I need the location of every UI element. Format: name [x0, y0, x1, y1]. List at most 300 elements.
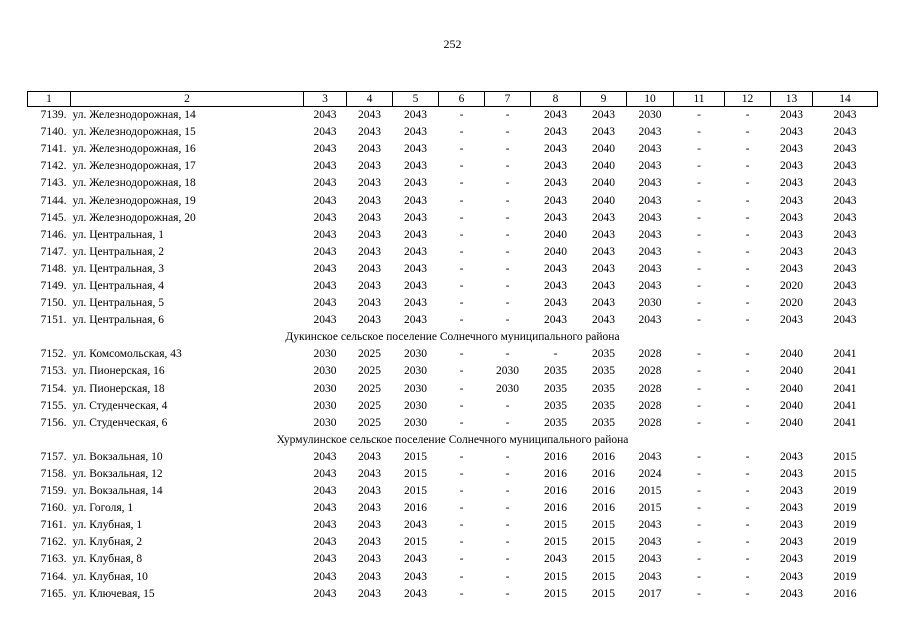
year-cell: 2043 — [404, 279, 427, 292]
year-cell: 2043 — [544, 262, 567, 275]
year-cell: 2043 — [833, 279, 857, 292]
year-cell: 2015 — [404, 536, 427, 549]
year-cell: 2035 — [544, 416, 567, 429]
year-cell: - — [459, 536, 464, 549]
year-cell: 2035 — [592, 416, 615, 429]
year-cell: 2041 — [833, 382, 857, 395]
year-cell: 2030 — [313, 348, 337, 361]
address-cell: ул. Центральная, 2 — [72, 245, 164, 258]
year-cell: - — [697, 399, 701, 412]
year-cell: 2043 — [780, 228, 803, 241]
year-cell: - — [745, 536, 750, 549]
year-cell: - — [745, 553, 750, 566]
year-cell: 2043 — [404, 126, 427, 139]
year-cell: - — [745, 570, 750, 583]
column-header: 3 — [304, 92, 347, 107]
year-cell: 2043 — [404, 314, 427, 327]
year-cell: 2035 — [544, 365, 567, 378]
year-cell: 2043 — [544, 297, 567, 310]
year-cell: - — [697, 297, 701, 310]
year-cell: 2043 — [358, 519, 381, 532]
year-cell: 2043 — [780, 553, 803, 566]
address-cell: ул. Центральная, 5 — [72, 297, 164, 310]
year-cell: 2043 — [638, 570, 662, 583]
year-cell: - — [459, 485, 464, 498]
section-heading-row — [28, 432, 878, 449]
year-cell: - — [459, 519, 464, 532]
year-cell: 2043 — [833, 109, 857, 122]
year-cell: 2030 — [313, 416, 337, 429]
year-cell: - — [459, 416, 464, 429]
year-cell: 2028 — [638, 416, 662, 429]
year-cell: 2040 — [592, 194, 615, 207]
year-cell: 2043 — [358, 262, 381, 275]
address-cell: ул. Студенческая, 6 — [72, 416, 168, 429]
year-cell: 2043 — [358, 160, 381, 173]
year-cell: - — [505, 399, 510, 412]
address-cell: ул. Железнодорожная, 15 — [72, 126, 196, 139]
row-number: 7153. — [40, 365, 67, 378]
year-cell: - — [459, 297, 464, 310]
year-cell: 2043 — [780, 177, 803, 190]
year-cell: 2016 — [544, 450, 567, 463]
year-cell: 2025 — [358, 348, 381, 361]
year-cell: - — [459, 126, 464, 139]
year-cell: 2016 — [592, 468, 615, 481]
year-cell: 2043 — [544, 314, 567, 327]
year-cell: - — [459, 228, 464, 241]
address-cell: ул. Вокзальная, 10 — [72, 450, 163, 463]
row-number: 7158. — [40, 468, 67, 481]
year-cell: 2019 — [833, 485, 857, 498]
address-cell: ул. Центральная, 4 — [72, 279, 164, 292]
section-heading: Дукинское сельское поселение Солнечного муниципального района — [285, 331, 620, 344]
column-header: 2 — [71, 92, 304, 107]
year-cell: 2043 — [592, 126, 615, 139]
year-cell: 2043 — [313, 570, 337, 583]
year-cell: - — [505, 416, 510, 429]
year-cell: - — [745, 143, 750, 156]
year-cell: 2043 — [358, 536, 381, 549]
column-header: 14 — [813, 92, 878, 107]
row-number: 7151. — [40, 314, 67, 327]
year-cell: 2030 — [313, 399, 337, 412]
address-cell: ул. Клубная, 8 — [72, 553, 143, 566]
year-cell: 2043 — [638, 228, 662, 241]
year-cell: 2040 — [780, 399, 803, 412]
year-cell: 2043 — [313, 126, 337, 139]
row-number: 7150. — [40, 297, 67, 310]
year-cell: 2015 — [404, 450, 427, 463]
year-cell: - — [745, 245, 750, 258]
year-cell: - — [459, 211, 464, 224]
row-number: 7157. — [40, 450, 67, 463]
column-header: 11 — [674, 92, 725, 107]
column-header: 6 — [439, 92, 485, 107]
table-row — [28, 415, 878, 432]
year-cell: 2015 — [404, 485, 427, 498]
table-body — [28, 107, 878, 603]
housing-table — [27, 91, 878, 603]
year-cell: - — [459, 279, 464, 292]
address-cell: ул. Клубная, 2 — [72, 536, 143, 549]
year-cell: - — [459, 348, 464, 361]
year-cell: - — [459, 143, 464, 156]
table-row — [28, 158, 878, 175]
year-cell: 2017 — [638, 587, 662, 600]
year-cell: 2043 — [592, 297, 615, 310]
year-cell: - — [745, 485, 750, 498]
table-row — [28, 227, 878, 244]
year-cell: 2028 — [638, 348, 662, 361]
row-number: 7154. — [40, 382, 67, 395]
year-cell: 2043 — [780, 211, 803, 224]
year-cell: - — [697, 348, 701, 361]
year-cell: 2028 — [638, 382, 662, 395]
year-cell: 2016 — [592, 450, 615, 463]
address-cell: ул. Пионерская, 18 — [72, 382, 165, 395]
year-cell: - — [505, 228, 510, 241]
year-cell: 2043 — [404, 228, 427, 241]
year-cell: 2015 — [544, 536, 567, 549]
table-row — [28, 278, 878, 295]
year-cell: 2030 — [638, 109, 662, 122]
year-cell: 2015 — [638, 485, 662, 498]
year-cell: 2040 — [780, 365, 803, 378]
year-cell: - — [505, 109, 510, 122]
year-cell: 2043 — [313, 245, 337, 258]
year-cell: 2015 — [592, 519, 615, 532]
year-cell: - — [459, 502, 464, 515]
year-cell: - — [745, 211, 750, 224]
row-number: 7146. — [40, 228, 67, 241]
row-number: 7156. — [40, 416, 67, 429]
year-cell: - — [505, 450, 510, 463]
table-row — [28, 483, 878, 500]
year-cell: 2024 — [638, 468, 662, 481]
year-cell: 2043 — [780, 143, 803, 156]
year-cell: - — [505, 194, 510, 207]
year-cell: 2043 — [313, 519, 337, 532]
year-cell: 2043 — [544, 143, 567, 156]
year-cell: - — [745, 160, 750, 173]
year-cell: - — [459, 365, 464, 378]
row-number: 7149. — [40, 279, 67, 292]
year-cell: 2043 — [833, 126, 857, 139]
table-row — [28, 449, 878, 466]
year-cell: 2043 — [404, 297, 427, 310]
year-cell: 2043 — [313, 485, 337, 498]
year-cell: 2043 — [544, 109, 567, 122]
year-cell: - — [459, 587, 464, 600]
year-cell: 2016 — [404, 502, 427, 515]
year-cell: 2015 — [592, 587, 615, 600]
year-cell: 2043 — [638, 194, 662, 207]
table-row — [28, 534, 878, 551]
year-cell: 2015 — [638, 502, 662, 515]
year-cell: 2035 — [592, 348, 615, 361]
year-cell: - — [459, 245, 464, 258]
year-cell: - — [505, 262, 510, 275]
year-cell: - — [745, 416, 750, 429]
column-header: 1 — [28, 92, 71, 107]
year-cell: 2043 — [592, 314, 615, 327]
year-cell: - — [505, 314, 510, 327]
table-row — [28, 141, 878, 158]
year-cell: 2043 — [780, 570, 803, 583]
year-cell: 2030 — [313, 382, 337, 395]
year-cell: 2019 — [833, 570, 857, 583]
year-cell: 2043 — [780, 519, 803, 532]
year-cell: - — [505, 519, 510, 532]
address-cell: ул. Пионерская, 16 — [72, 365, 165, 378]
header-row — [28, 92, 878, 107]
year-cell: - — [505, 177, 510, 190]
year-cell: 2025 — [358, 365, 381, 378]
year-cell: 2043 — [544, 553, 567, 566]
year-cell: - — [697, 382, 701, 395]
year-cell: 2043 — [780, 485, 803, 498]
year-cell: 2043 — [638, 536, 662, 549]
year-cell: - — [505, 143, 510, 156]
year-cell: 2043 — [313, 160, 337, 173]
year-cell: 2040 — [592, 160, 615, 173]
year-cell: 2043 — [358, 245, 381, 258]
address-cell: ул. Центральная, 1 — [72, 228, 164, 241]
row-number: 7144. — [40, 194, 67, 207]
year-cell: 2020 — [780, 279, 803, 292]
year-cell: 2043 — [833, 177, 857, 190]
year-cell: 2043 — [358, 194, 381, 207]
row-number: 7152. — [40, 348, 67, 361]
year-cell: 2043 — [638, 160, 662, 173]
column-header: 7 — [485, 92, 531, 107]
year-cell: - — [745, 348, 750, 361]
year-cell: 2043 — [358, 553, 381, 566]
year-cell: - — [505, 160, 510, 173]
year-cell: 2043 — [404, 194, 427, 207]
year-cell: 2040 — [544, 245, 567, 258]
year-cell: - — [697, 502, 701, 515]
row-number: 7164. — [40, 570, 67, 583]
year-cell: 2043 — [313, 468, 337, 481]
year-cell: 2043 — [313, 450, 337, 463]
year-cell: 2040 — [780, 416, 803, 429]
year-cell: - — [697, 126, 701, 139]
row-number: 7160. — [40, 502, 67, 515]
year-cell: - — [745, 228, 750, 241]
row-number: 7142. — [40, 160, 67, 173]
address-cell: ул. Центральная, 3 — [72, 262, 164, 275]
year-cell: 2043 — [780, 262, 803, 275]
address-cell: ул. Железнодорожная, 17 — [72, 160, 196, 173]
year-cell: - — [745, 365, 750, 378]
year-cell: - — [459, 194, 464, 207]
year-cell: 2035 — [592, 399, 615, 412]
year-cell: - — [745, 468, 750, 481]
year-cell: 2040 — [592, 177, 615, 190]
year-cell: - — [459, 160, 464, 173]
year-cell: - — [459, 570, 464, 583]
year-cell: 2015 — [544, 519, 567, 532]
year-cell: - — [745, 587, 750, 600]
table-row — [28, 398, 878, 415]
address-cell: ул. Железнодорожная, 19 — [72, 194, 196, 207]
year-cell: - — [745, 382, 750, 395]
year-cell: 2043 — [780, 314, 803, 327]
year-cell: 2043 — [833, 228, 857, 241]
year-cell: - — [697, 279, 701, 292]
year-cell: - — [697, 109, 701, 122]
year-cell: - — [745, 314, 750, 327]
year-cell: 2043 — [313, 211, 337, 224]
year-cell: 2043 — [358, 468, 381, 481]
year-cell: 2043 — [833, 211, 857, 224]
year-cell: 2043 — [313, 228, 337, 241]
year-cell: 2043 — [358, 314, 381, 327]
year-cell: 2043 — [592, 228, 615, 241]
table-row — [28, 363, 878, 380]
year-cell: 2043 — [358, 297, 381, 310]
year-cell: - — [459, 109, 464, 122]
year-cell: - — [697, 245, 701, 258]
year-cell: 2043 — [780, 450, 803, 463]
year-cell: 2043 — [544, 126, 567, 139]
year-cell: 2025 — [358, 416, 381, 429]
year-cell: - — [697, 177, 701, 190]
year-cell: 2019 — [833, 553, 857, 566]
year-cell: 2028 — [638, 399, 662, 412]
row-number: 7148. — [40, 262, 67, 275]
table-row — [28, 244, 878, 261]
year-cell: 2043 — [358, 109, 381, 122]
year-cell: 2043 — [780, 587, 803, 600]
year-cell: 2043 — [313, 314, 337, 327]
year-cell: - — [505, 126, 510, 139]
year-cell: 2015 — [592, 570, 615, 583]
year-cell: - — [745, 279, 750, 292]
year-cell: 2043 — [358, 450, 381, 463]
year-cell: 2043 — [313, 279, 337, 292]
year-cell: - — [745, 194, 750, 207]
year-cell: - — [505, 348, 510, 361]
year-cell: 2040 — [592, 143, 615, 156]
table-row — [28, 500, 878, 517]
address-cell: ул. Железнодорожная, 16 — [72, 143, 196, 156]
year-cell: - — [697, 262, 701, 275]
year-cell: 2043 — [780, 245, 803, 258]
year-cell: - — [505, 570, 510, 583]
year-cell: - — [697, 211, 701, 224]
year-cell: - — [459, 399, 464, 412]
year-cell: - — [505, 245, 510, 258]
table-row — [28, 569, 878, 586]
year-cell: 2040 — [780, 348, 803, 361]
address-cell: ул. Ключевая, 15 — [72, 587, 155, 600]
address-cell: ул. Гоголя, 1 — [72, 502, 134, 515]
year-cell: 2019 — [833, 502, 857, 515]
year-cell: 2030 — [638, 297, 662, 310]
row-number: 7165. — [40, 587, 67, 600]
year-cell: 2043 — [780, 126, 803, 139]
year-cell: 2035 — [592, 365, 615, 378]
column-header: 8 — [531, 92, 581, 107]
year-cell: - — [697, 519, 701, 532]
year-cell: - — [459, 468, 464, 481]
page-number: 252 — [443, 37, 462, 51]
year-cell: 2043 — [544, 160, 567, 173]
year-cell: 2043 — [404, 245, 427, 258]
year-cell: 2043 — [544, 177, 567, 190]
column-header: 4 — [347, 92, 393, 107]
year-cell: 2043 — [544, 211, 567, 224]
year-cell: 2016 — [592, 485, 615, 498]
year-cell: 2030 — [496, 365, 519, 378]
year-cell: 2043 — [638, 177, 662, 190]
row-number: 7147. — [40, 245, 67, 258]
year-cell: 2016 — [544, 468, 567, 481]
column-header: 9 — [581, 92, 627, 107]
column-header: 5 — [393, 92, 439, 107]
year-cell: 2043 — [313, 553, 337, 566]
year-cell: - — [745, 297, 750, 310]
year-cell: - — [459, 314, 464, 327]
section-heading-row — [28, 329, 878, 346]
year-cell: 2043 — [780, 502, 803, 515]
year-cell: 2043 — [638, 553, 662, 566]
table-row — [28, 295, 878, 312]
year-cell: 2043 — [358, 485, 381, 498]
table-row — [28, 261, 878, 278]
year-cell: 2043 — [404, 160, 427, 173]
year-cell: - — [459, 177, 464, 190]
table-row — [28, 346, 878, 363]
address-cell: ул. Железнодорожная, 14 — [72, 109, 196, 122]
year-cell: - — [505, 587, 510, 600]
year-cell: 2043 — [358, 177, 381, 190]
year-cell: - — [745, 399, 750, 412]
address-cell: ул. Центральная, 6 — [72, 314, 164, 327]
address-cell: ул. Железнодорожная, 18 — [72, 177, 196, 190]
year-cell: 2019 — [833, 519, 857, 532]
year-cell: - — [697, 365, 701, 378]
year-cell: 2043 — [833, 297, 857, 310]
row-number: 7163. — [40, 553, 67, 566]
year-cell: 2025 — [358, 382, 381, 395]
year-cell: 2016 — [833, 587, 857, 600]
year-cell: 2043 — [638, 519, 662, 532]
address-cell: ул. Клубная, 1 — [72, 519, 143, 532]
year-cell: 2043 — [404, 109, 427, 122]
year-cell: 2043 — [638, 279, 662, 292]
year-cell: 2043 — [833, 194, 857, 207]
year-cell: - — [697, 143, 701, 156]
year-cell: - — [505, 553, 510, 566]
row-number: 7139. — [40, 109, 67, 122]
year-cell: - — [745, 126, 750, 139]
year-cell: - — [745, 177, 750, 190]
year-cell: 2043 — [833, 160, 857, 173]
row-number: 7143. — [40, 177, 67, 190]
year-cell: 2043 — [780, 109, 803, 122]
column-header: 13 — [771, 92, 813, 107]
year-cell: 2043 — [313, 109, 337, 122]
year-cell: 2043 — [404, 262, 427, 275]
year-cell: 2043 — [638, 262, 662, 275]
year-cell: - — [459, 553, 464, 566]
year-cell: 2043 — [592, 262, 615, 275]
year-cell: - — [505, 279, 510, 292]
